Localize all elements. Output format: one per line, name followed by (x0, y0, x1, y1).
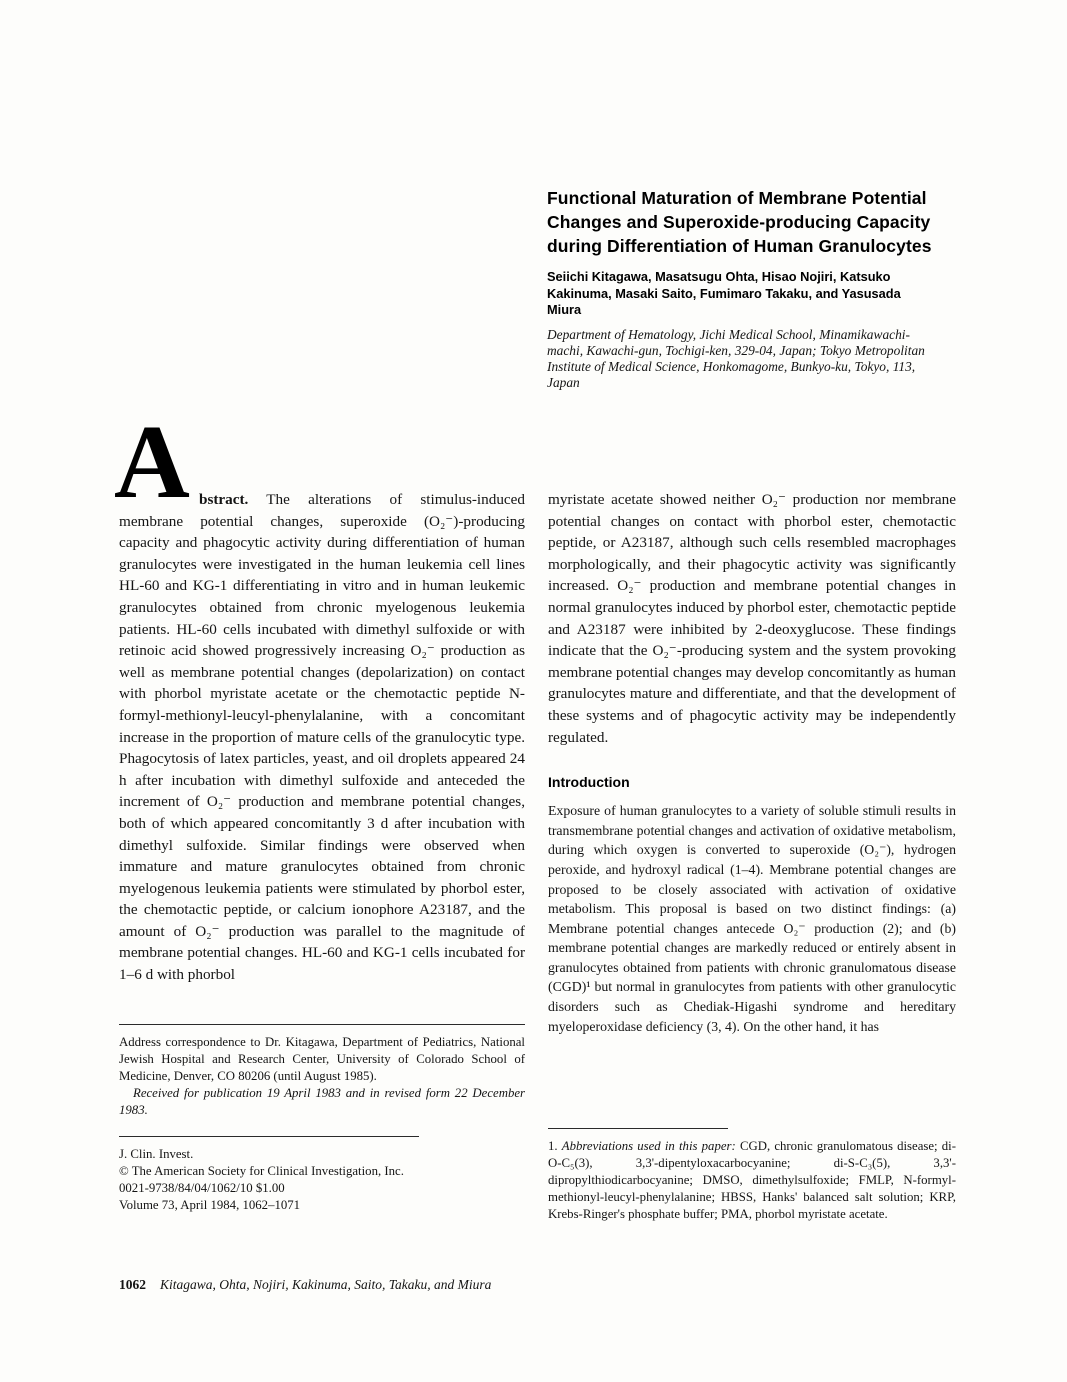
abbreviations-note (548, 1138, 956, 1223)
author-list: Seiichi Kitagawa, Masatsugu Ohta, Hisao Nojiri, Katsuko Kakinuma, Masaki Saito, Fumimaro Takaku, and Yasusada Miura (547, 269, 901, 317)
running-authors: Kitagawa, Ohta, Nojiri, Kakinuma, Saito, Takaku, and Miura (160, 1277, 492, 1292)
journal-issn-price: 0021-9738/84/04/1062/10 $1.00 (119, 1181, 285, 1195)
title-block (547, 186, 949, 391)
right-column (548, 489, 956, 1036)
page-footer (119, 1276, 719, 1294)
abstract-text-left: The alterations of stimulus-induced membrane potential changes, superoxide (O₂⁻)-producing capacity and phagocytic activity during differentiation of human granulocytes were investigated in the human leukemia cell lines HL-60 and KG-1 differentiating in vitro and in human leukemic granulocytes obtained from chronic myelogenous leukemia patients. HL-60 cells incubated with dimethyl sulfoxide or with retinoic acid showed progressively increasing O₂⁻ production as well as membrane potential changes (depolarization) on contact with phorbol myristate acetate or the chemotactic peptide N-formyl-methionyl-leucyl-phenylalanine, with a concomitant increase in the proportion of mature cells of the granulocytic type. Phagocytosis of latex particles, yeast, and oil droplets appeared 24 h after incubation with dimethyl sulfoxide and anteceded the increment of O₂⁻ production and membrane potential changes, both of which appeared concomitantly 3 d after incubation with dimethyl sulfoxide. Similar findings were observed when immature and mature granulocytes obtained from chronic myelogenous leukemia patients were stimulated by phorbol ester, the chemotactic peptide, or calcium ionophore A23187, and the amount of O₂⁻ production was parallel to the magnitude of membrane potential changes. HL-60 and KG-1 cells incubated for 1–6 d with phorbol (119, 491, 525, 984)
introduction-paragraph: Exposure of human granulocytes to a variety of soluble stimuli results in transmembrane potential changes and activation of oxidative metabolism, during which oxygen is converted to superoxide (O₂⁻), hydrogen peroxide, and hydroxyl radical (1–4). Membrane potential changes are proposed to be closely associated with activation of oxidative metabolism. This proposal is based on two distinct findings: (a) Membrane potential changes antecede O₂⁻ production (2); and (b) membrane potential changes are markedly reduced or entirely absent in granulocytes obtained from patients with chronic granulomatous disease (CGD)¹ but normal in granulocytes from patients with other granulocytic disorders such as Chediak-Higashi syndrome and hereditary myeloperoxidase deficiency (3, 4). On the other hand, it has (548, 803, 956, 1034)
abbreviations-footnote-block (548, 1128, 956, 1223)
abbreviation-label: Abbreviations used in this paper: (561, 1139, 736, 1153)
correspondence-footnote-block (119, 1024, 525, 1214)
journal-name: J. Clin. Invest. (119, 1147, 194, 1161)
journal-volume: Volume 73, April 1984, 1062–1071 (119, 1198, 301, 1212)
abstract-lead-word: bstract. (199, 491, 249, 508)
journal-info-rule (119, 1136, 419, 1137)
left-column (114, 403, 525, 986)
abbreviation-text: CGD, chronic granulomatous disease; di-O-C₅(3), 3,3'-dipentyloxacarbocyanine; di-S-C₃(5), 3,3'-dipropylthiodicarbocyanine; DMSO, dimethylsulfoxide; FMLP, N-formyl-methionyl-leucyl-phenylalanine; HBSS, Hanks' balanced salt solution; KRP, Krebs-Ringer's phosphate buffer; PMA, phorbol myristate acetate. (548, 1139, 956, 1221)
introduction-heading: Introduction (548, 774, 630, 791)
received-note: Received for publication 19 April 1983 and in revised form 22 December 1983. (119, 1086, 525, 1117)
article-title: Functional Maturation of Membrane Potential Changes and Superoxide-producing Capacity during Differentiation of Human Granulocytes (547, 188, 932, 256)
journal-copyright: © The American Society for Clinical Investigation, Inc. (119, 1164, 404, 1178)
page-number: 1062 (119, 1277, 146, 1292)
abstract-text-right: myristate acetate showed neither O₂⁻ production nor membrane potential changes on contact with phorbol ester, chemotactic peptide, or A23187, although such cells resembled macrophages morphologically, and their phagocytic activity was significantly increased. O₂⁻ production and membrane potential changes in normal granulocytes induced by phorbol ester, chemotactic peptide and A23187 were inhibited by 2-deoxyglucose. These findings indicate that the O₂⁻-producing system and the system provoking membrane potential changes may develop concomitantly as human granulocytes mature and differentiate, and that the development of these systems and of phagocytic activity may be independently regulated. (548, 491, 956, 746)
correspondence-note: Address correspondence to Dr. Kitagawa, Department of Pediatrics, National Jewish Hospital and Research Center, University of Colorado School of Medicine, Denver, CO 80206 (until August 1985). (119, 1035, 525, 1083)
abbreviation-number: 1. (548, 1139, 562, 1153)
affiliation: Department of Hematology, Jichi Medical School, Minamikawachi-machi, Kawachi-gun, Tochigi-ken, 329-04, Japan; Tokyo Metropolitan Institute of Medical Science, Honkomagome, Bunkyo-ku, Tokyo, 113, Japan (547, 326, 925, 391)
footnote-rule-left (119, 1024, 525, 1025)
abstract-dropcap: A (114, 403, 190, 520)
abstract-paragraph (114, 403, 525, 986)
footnote-rule-right (548, 1128, 728, 1129)
